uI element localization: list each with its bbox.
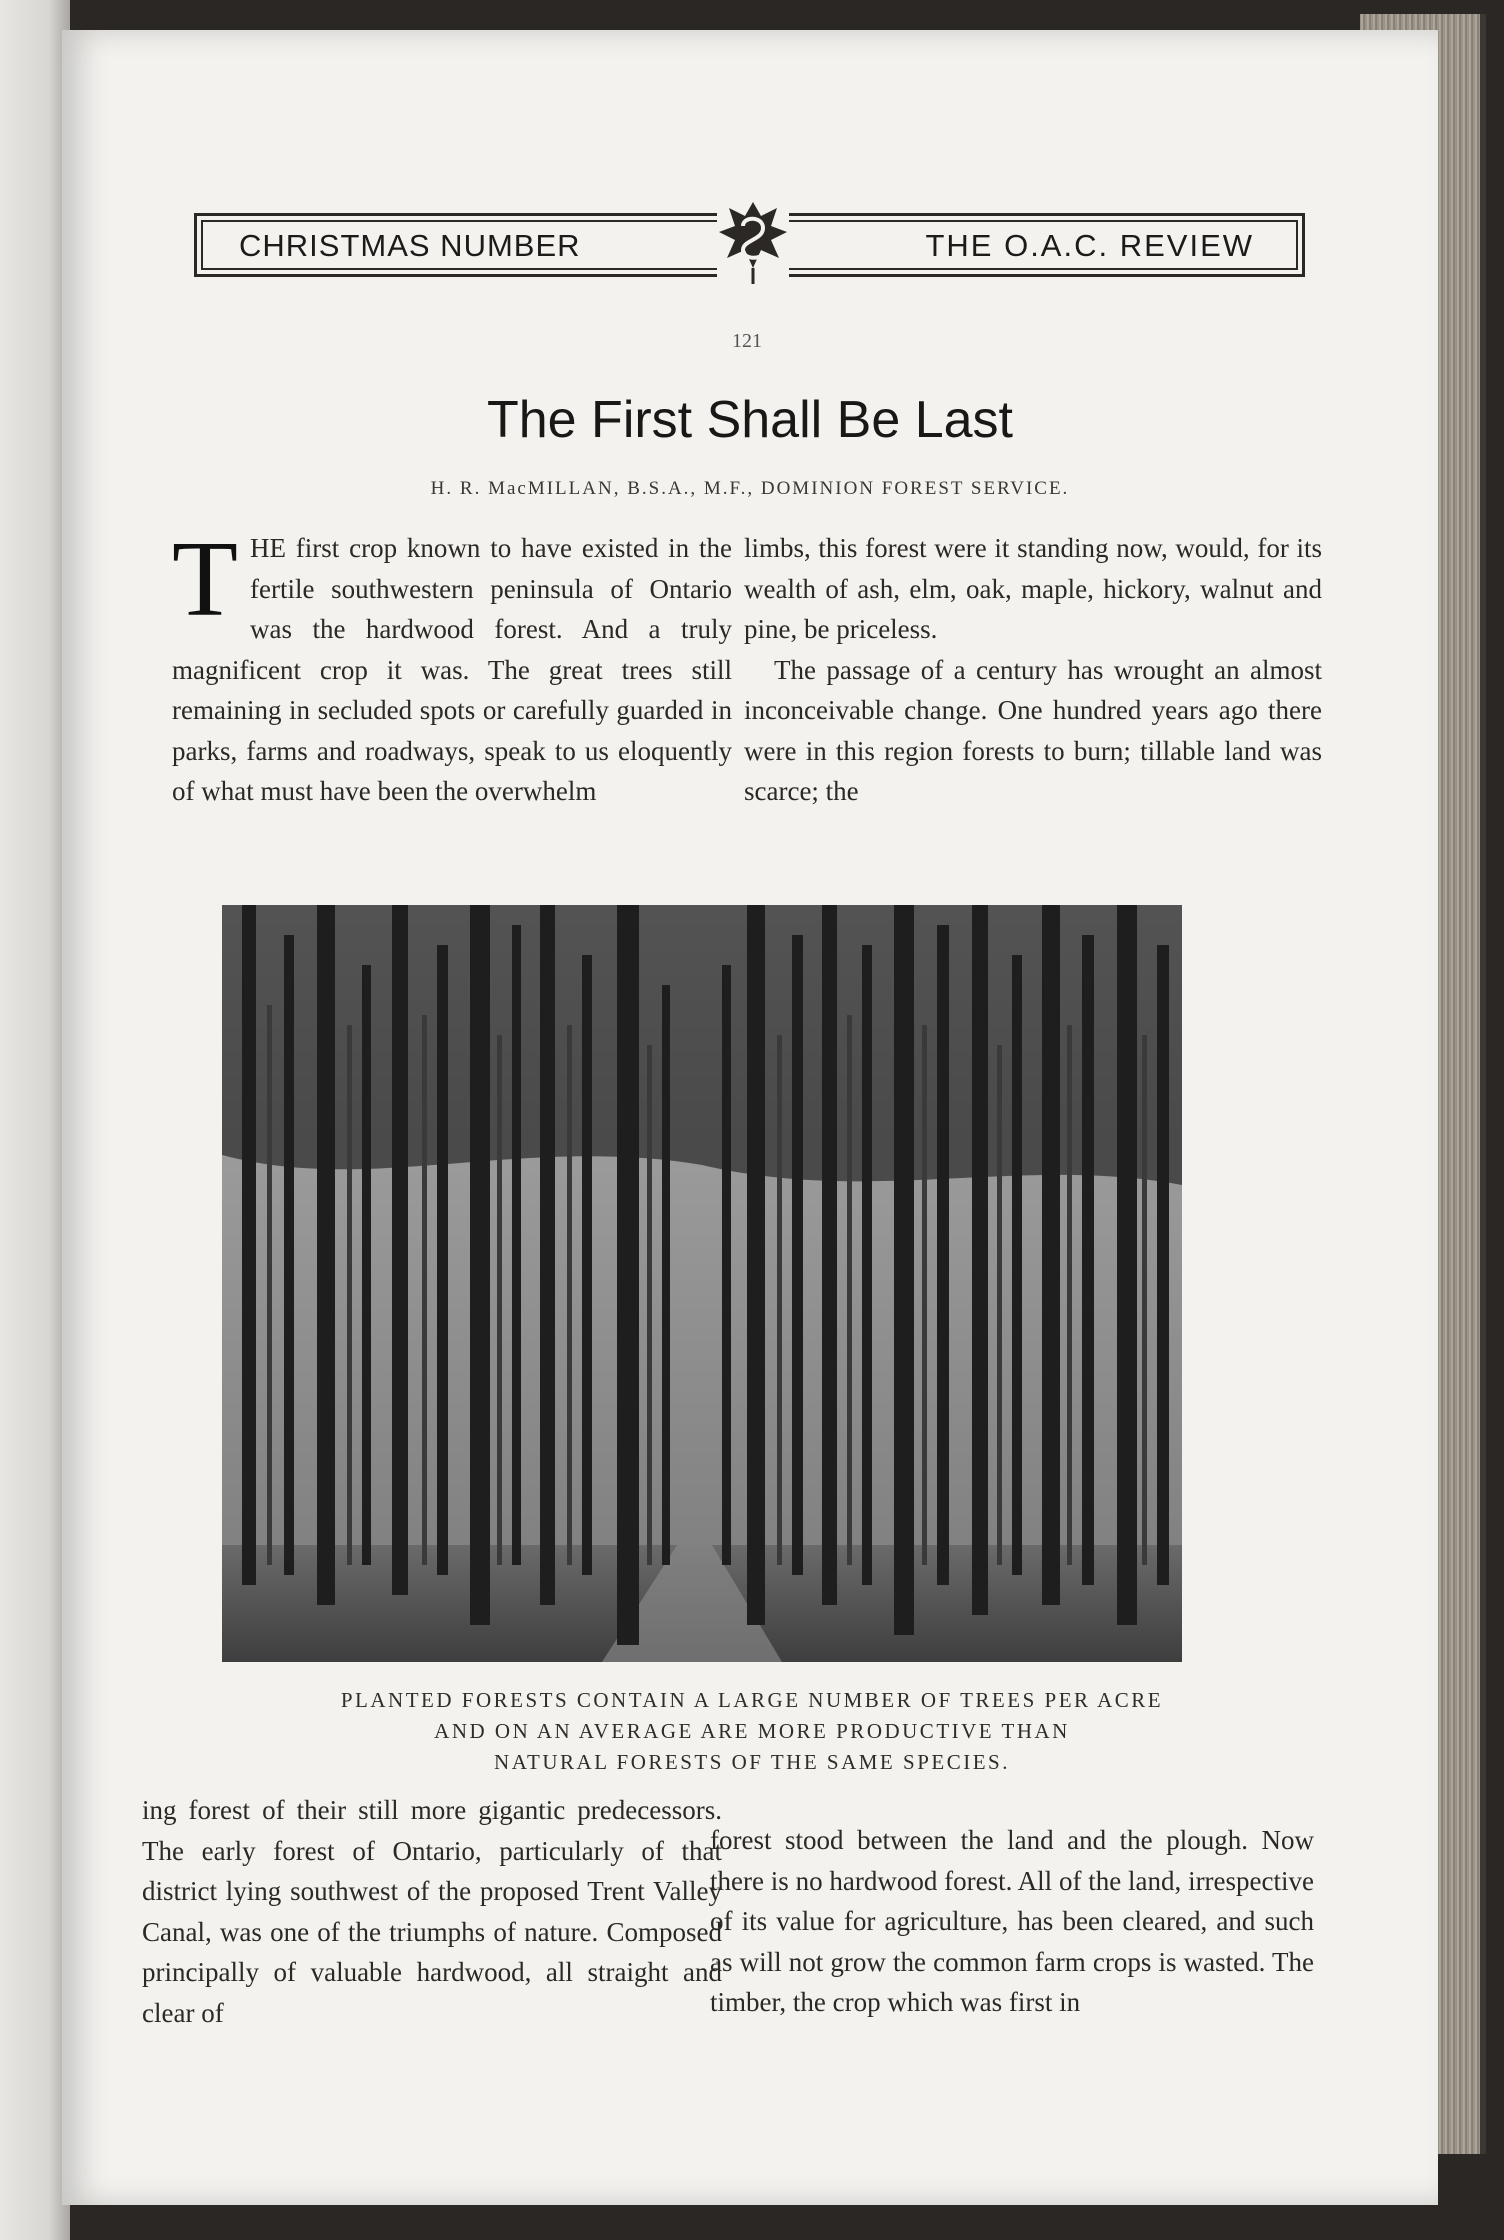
caption-line-1: PLANTED FORESTS CONTAIN A LARGE NUMBER OF TREES PER ACRE (340, 1688, 1164, 1712)
column-4-text: forest stood between the land and the plough. Now there is no hardwood forest. All of the land, irrespective of its value for agriculture, has been cleared, and such as will not grow the common farm crops is wasted. The timber, the crop which was first in (710, 1825, 1314, 2017)
text-column-1 (172, 520, 732, 812)
article-byline: H. R. MacMILLAN, B.S.A., M.F., DOMINION FOREST SERVICE. (430, 478, 1070, 499)
column-1-text: HE first crop known to have existed in the fertile southwestern peninsula of Ontario was the hardwood forest. And a truly magnificent crop it was. The great trees still remaining in secluded spots or carefully guarded in parks, farms and roadways, speak to us eloquently of what must have been the overwhelm (172, 533, 732, 806)
page-number: 121 (732, 330, 762, 352)
column-3-text: ing forest of their still more gigantic predecessors. The early forest of Ontario, particularly of that district lying southwest of the proposed Trent Valley Canal, was one of the triumphs of nature. Composed principally of valuable hardwood, all straight and clear of (142, 1795, 722, 2028)
column-2-paragraph-2: The passage of a century has wrought an almost inconceivable change. One hundred years ago there were in this region forests to burn; tillable land was scarce; the (744, 654, 1322, 806)
caption-line-2: AND ON AN AVERAGE ARE MORE PRODUCTIVE THAN (434, 1719, 1070, 1743)
forest-photograph (222, 905, 1182, 1662)
text-column-4 (710, 1820, 1314, 2023)
text-column-3 (142, 1790, 722, 2033)
drop-cap: T (172, 520, 238, 639)
article-title: The First Shall Be Last (487, 391, 1013, 449)
header-left-label: CHRISTMAS NUMBER (239, 228, 581, 263)
facing-page-edge (0, 0, 70, 2240)
running-header (194, 213, 1305, 277)
book-page (62, 30, 1438, 2205)
photo-caption (162, 1685, 1342, 1778)
oac-monogram-icon (717, 198, 789, 288)
text-column-2 (744, 528, 1322, 812)
column-2-paragraph-1: limbs, this forest were it standing now, would, for its wealth of ash, elm, oak, maple, hickory, walnut and pine, be priceless. (744, 533, 1322, 644)
caption-line-3: NATURAL FORESTS OF THE SAME SPECIES. (494, 1750, 1010, 1774)
header-right-label: THE O.A.C. REVIEW (925, 228, 1254, 263)
